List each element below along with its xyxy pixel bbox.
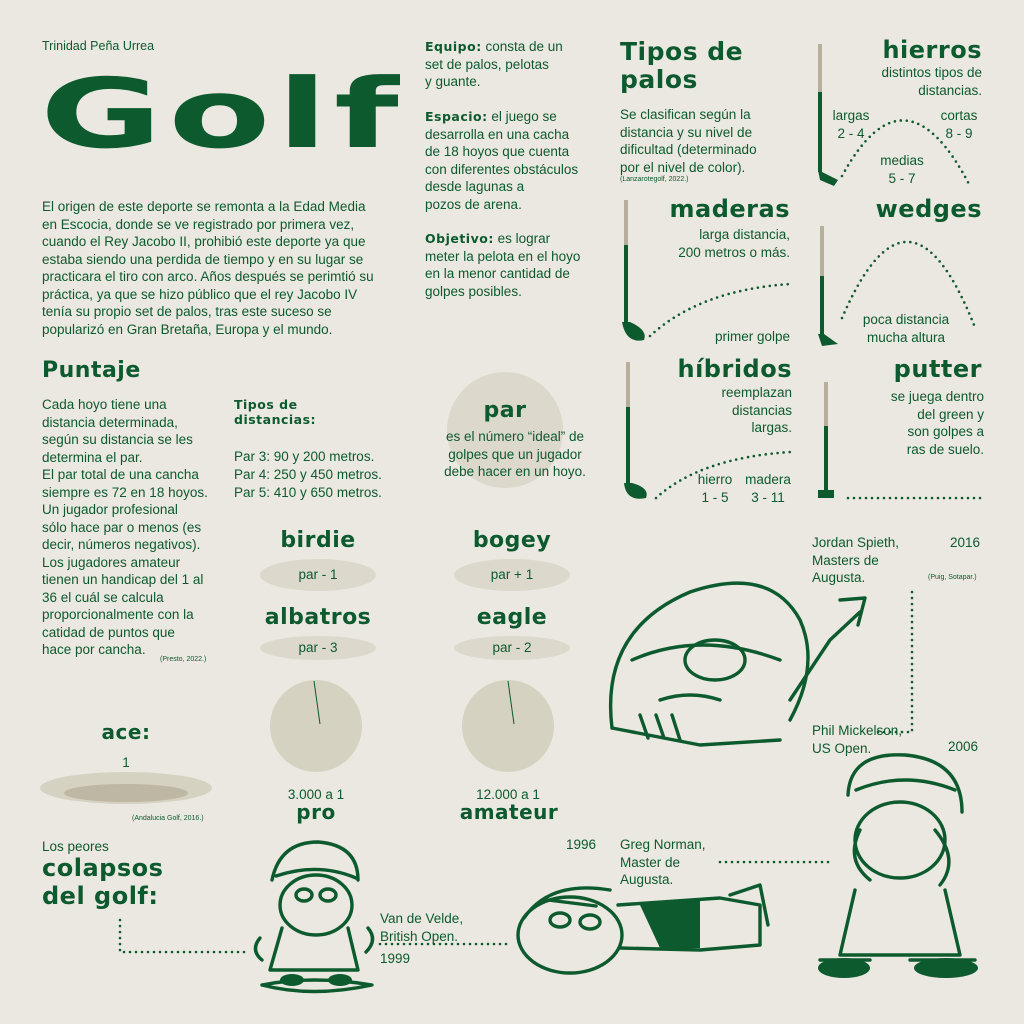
norman-pants bbox=[640, 898, 700, 948]
maderas-note: primer golpe bbox=[714, 329, 790, 344]
maderas-trajectory bbox=[650, 284, 790, 336]
hibridos-madera: madera 3 - 11 bbox=[745, 472, 791, 505]
birdie-sub: par - 1 bbox=[298, 567, 338, 582]
hierros-trajectory bbox=[842, 120, 970, 186]
puntaje-source: (Presto, 2022.) bbox=[160, 656, 207, 663]
colapsos-pre: Los peores bbox=[42, 839, 109, 854]
eagle-sub: par - 2 bbox=[492, 640, 532, 655]
author-name: Trinidad Peña Urrea bbox=[42, 39, 155, 53]
spieth-source: (Puig, Sotapar.) bbox=[928, 574, 977, 581]
spieth-year: 2016 bbox=[950, 535, 981, 550]
putter-club-icon bbox=[818, 382, 834, 498]
amateur-odds: 12.000 a 1 bbox=[476, 787, 540, 802]
golf-ball-pro-icon bbox=[270, 680, 362, 772]
ace-title: ace: bbox=[101, 720, 151, 744]
main-title: Golf bbox=[40, 58, 405, 170]
distancias-row-2: Par 4: 250 y 450 metros. bbox=[234, 467, 382, 482]
hierros-text: distintos tipos de distancias. bbox=[881, 65, 982, 98]
velde-name: Van de Velde, British Open. bbox=[380, 911, 464, 944]
pro-odds: 3.000 a 1 bbox=[287, 787, 345, 802]
norman-year: 1996 bbox=[566, 837, 597, 852]
hierros-title: hierros bbox=[882, 36, 982, 64]
bogey-title: bogey bbox=[472, 528, 552, 553]
albatros-sub: par - 3 bbox=[298, 640, 338, 655]
mickelson-illustration bbox=[820, 755, 975, 960]
pro-title: pro bbox=[296, 800, 336, 824]
colapsos-connector bbox=[120, 920, 248, 952]
mickelson-year: 2006 bbox=[948, 739, 979, 754]
puntaje-title: Puntaje bbox=[42, 358, 141, 383]
distancias-title: Tipos de distancias: bbox=[234, 397, 317, 427]
putter-text: se juega dentro del green y son golpes a ras de suelo. bbox=[890, 389, 984, 457]
maderas-text: larga distancia, 200 metros o más. bbox=[678, 227, 790, 260]
velde-year: 1999 bbox=[380, 951, 411, 966]
hibridos-trajectory bbox=[656, 452, 790, 498]
distancias-row-3: Par 5: 410 y 650 metros. bbox=[234, 485, 382, 500]
espacio-text: el juego se desarrolla en una cacha de 18 hoyos que cuenta con diferentes obstáculos desde lagunas a pozos de arena. bbox=[425, 109, 579, 212]
golf-hole-icon bbox=[40, 772, 212, 804]
hibridos-hierro: hierro 1 - 5 bbox=[697, 472, 733, 505]
tipos-text: Se clasifican según la distancia y su nivel de dificultad (determinado por el nivel de color). bbox=[620, 107, 757, 175]
par-text: es el número “ideal” de golpes que un jugador debe hacer en un hoyo. bbox=[444, 429, 586, 479]
amateur-title: amateur bbox=[459, 800, 559, 824]
par-title: par bbox=[483, 398, 527, 423]
equipo-text: consta de un set de palos, pelotas y guante. bbox=[425, 39, 563, 89]
intro-text: El origen de este deporte se remonta a la Edad Media en Escocia, donde se ve registrado por primera vez, cuando el Rey Jacobo II, prohibió este deporte ya que estaba siendo una perdida de tiempo y en su lugar se practicara el tiro con arco. Años después se perimtió su práctica, ya que se hizo público que el rey Jacobo IV tenía su propio set de palos, tras este suceso se popularizó en Gran Bretaña, Europa y el mundo. bbox=[42, 199, 374, 337]
hybrid-club-icon bbox=[624, 362, 647, 499]
wedges-note: poca distancia mucha altura bbox=[862, 312, 950, 345]
equipo-label: Equipo: bbox=[425, 39, 482, 54]
golf-ball-amateur-icon bbox=[462, 680, 554, 772]
puntaje-text: Cada hoyo tiene una distancia determinada, según su distancia se les determina el par. El par total de una cancha siempre es 72 en 18 hoyos. Un jugador profesional sólo hace par o menos (es decir, números negativos). Los jugadores amateur tienen un handicap del 1 al 36 el cuál se calcula proporcionalmente con la catidad de puntos que hace por cancha. bbox=[42, 397, 208, 657]
wedge-club-icon bbox=[818, 226, 838, 346]
objetivo-label: Objetivo: bbox=[425, 231, 494, 246]
ace-sub: 1 bbox=[122, 755, 130, 770]
spieth-connector bbox=[874, 592, 912, 732]
bogey-sub: par + 1 bbox=[490, 567, 534, 582]
birdie-title: birdie bbox=[280, 528, 356, 553]
tipos-source: (Lanzarotegolf, 2022.) bbox=[620, 176, 689, 183]
hibridos-title: híbridos bbox=[677, 355, 792, 383]
velde-illustration bbox=[255, 842, 372, 992]
distancias-row-1: Par 3: 90 y 200 metros. bbox=[234, 449, 375, 464]
hibridos-text: reemplazan distancias largas. bbox=[721, 385, 792, 435]
norman-illustration bbox=[518, 885, 768, 973]
wood-club-icon bbox=[622, 200, 645, 341]
colapsos-title: colapsos del golf: bbox=[42, 854, 164, 910]
wedges-trajectory bbox=[842, 242, 976, 330]
norman-name: Greg Norman, Master de Augusta. bbox=[620, 837, 706, 887]
hierros-medias: medias 5 - 7 bbox=[880, 153, 924, 186]
ace-source: (Andalucia Golf, 2016.) bbox=[132, 815, 204, 822]
spieth-illustration bbox=[611, 583, 865, 745]
iron-club-icon bbox=[818, 44, 838, 186]
eagle-title: eagle bbox=[476, 605, 548, 630]
wedges-title: wedges bbox=[875, 195, 982, 223]
spieth-name: Jordan Spieth, Masters de Augusta. bbox=[812, 535, 900, 585]
mickelson-name: Phil Mickelson, US Open. bbox=[812, 723, 903, 756]
mickelson-shoes bbox=[818, 958, 978, 978]
tipos-title: Tipos de palos bbox=[620, 37, 744, 94]
putter-title: putter bbox=[893, 355, 982, 383]
hierros-cortas: cortas 8 - 9 bbox=[940, 108, 978, 141]
albatros-title: albatros bbox=[264, 605, 372, 630]
hierros-largas: largas 2 - 4 bbox=[832, 108, 870, 141]
espacio-label: Espacio: bbox=[425, 109, 488, 124]
objetivo-text: es lograr meter la pelota en el hoyo en la menor cantidad de golpes posibles. bbox=[425, 231, 581, 299]
maderas-title: maderas bbox=[669, 195, 790, 223]
